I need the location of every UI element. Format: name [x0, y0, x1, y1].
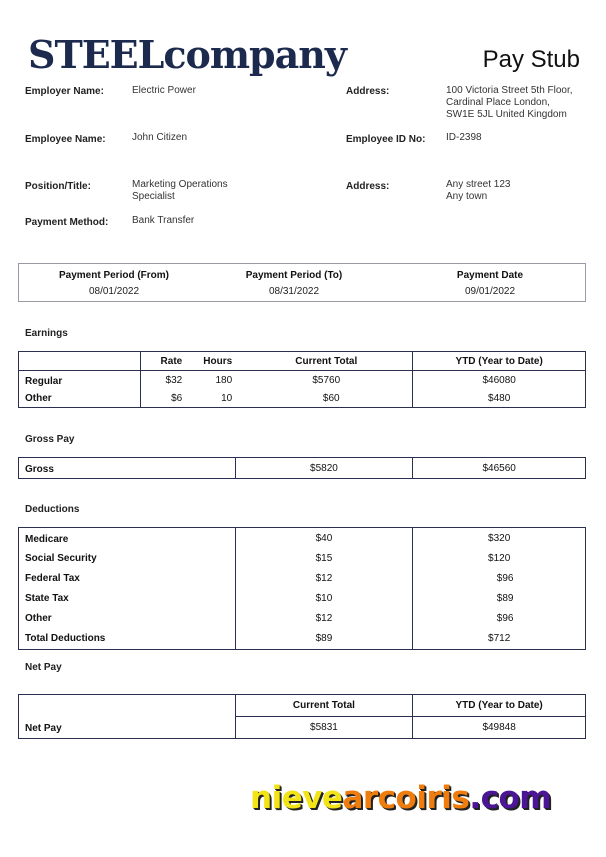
period-to-value: 08/31/2022 [268, 286, 320, 297]
watermark-part-1: nieve [250, 780, 343, 816]
employee-address-label: Address: [346, 181, 390, 192]
deductions-title: Deductions [25, 504, 80, 515]
employer-name-label: Employer Name: [25, 86, 104, 97]
employee-name-label: Employee Name: [25, 134, 106, 145]
address-line: 100 Victoria Street 5th Floor, [446, 85, 573, 96]
earnings-row-label: Other [25, 392, 52, 404]
period-to [199, 264, 389, 297]
gross-ytd: $46560 [413, 458, 586, 479]
deduction-current: $15 [235, 549, 413, 569]
gross-pay-table [18, 457, 586, 479]
deduction-total-current: $89 [235, 629, 413, 650]
earnings-header-current: Current Total [240, 352, 413, 371]
earnings-ytd: $480 [413, 390, 586, 408]
earnings-row-label: Regular [25, 376, 63, 388]
deduction-current: $12 [235, 609, 413, 629]
payment-date-value: 09/01/2022 [464, 286, 516, 297]
earnings-table [18, 351, 586, 408]
period-to-label: Payment Period (To) [245, 270, 343, 281]
earnings-header-blank [19, 352, 141, 371]
deduction-total-ytd: $712 [413, 629, 586, 650]
earnings-hours: 180 [215, 374, 233, 386]
table-row [19, 609, 586, 629]
table-row [19, 528, 586, 549]
employee-name-value: John Citizen [132, 132, 188, 143]
watermark-part-2: arcoiris [342, 780, 470, 816]
deduction-current: $12 [235, 569, 413, 589]
deduction-ytd: $96 [413, 569, 586, 589]
employer-address-value [446, 85, 573, 121]
employee-address-value [446, 179, 510, 203]
table-row [19, 549, 586, 569]
earnings-current: $5760 [312, 374, 341, 386]
earnings-current: $60 [322, 392, 340, 404]
period-from-value: 08/01/2022 [88, 286, 140, 297]
deduction-label: State Tax [25, 593, 69, 604]
net-header-ytd: YTD (Year to Date) [413, 695, 586, 717]
gross-current: $5820 [235, 458, 413, 479]
earnings-ytd: $46080 [413, 371, 586, 390]
deduction-ytd: $320 [413, 528, 586, 549]
net-pay-ytd: $49848 [413, 717, 586, 739]
table-row [19, 371, 586, 390]
period-from-label: Payment Period (From) [58, 270, 170, 281]
employee-id-label: Employee ID No: [346, 134, 426, 145]
earnings-hours: 10 [221, 392, 233, 404]
position-value [132, 179, 228, 203]
net-header-row [19, 695, 586, 717]
gross-label: Gross [25, 463, 54, 475]
earnings-header-row [19, 352, 586, 371]
deduction-label: Social Security [25, 553, 97, 564]
net-header-blank [19, 695, 236, 717]
net-pay-current: $5831 [235, 717, 413, 739]
deduction-label: Medicare [25, 534, 69, 546]
company-logo: STEELcompany [28, 32, 346, 77]
earnings-header-ytd: YTD (Year to Date) [413, 352, 586, 371]
address-line: Any town [446, 191, 488, 202]
payment-date [395, 264, 585, 297]
employer-address-label: Address: [346, 86, 390, 97]
position-label: Position/Title: [25, 181, 91, 192]
table-row [19, 569, 586, 589]
payment-date-label: Payment Date [456, 270, 524, 281]
deduction-ytd: $89 [413, 589, 586, 609]
deduction-current: $10 [235, 589, 413, 609]
watermark-logo [250, 780, 551, 816]
document-title: Pay Stub [482, 46, 580, 73]
net-pay-label: Net Pay [25, 723, 62, 735]
gross-pay-title: Gross Pay [25, 434, 75, 445]
earnings-header-hours: Hours [186, 352, 240, 371]
address-line: SW1E 5JL United Kingdom [446, 109, 567, 120]
earnings-rate: $6 [140, 390, 186, 408]
deduction-label: Other [25, 613, 52, 624]
table-row [19, 717, 586, 739]
earnings-rate: $32 [140, 371, 186, 390]
watermark-part-3: .com [469, 780, 552, 816]
position-line: Specialist [132, 191, 175, 202]
payment-period-box [18, 263, 586, 302]
deduction-label: Federal Tax [25, 573, 80, 584]
deduction-ytd: $120 [413, 549, 586, 569]
address-line: Cardinal Place London, [446, 97, 550, 108]
net-pay-title: Net Pay [25, 662, 62, 673]
table-row [19, 390, 586, 408]
table-row [19, 589, 586, 609]
address-line: Any street 123 [446, 179, 511, 190]
deduction-ytd: $96 [413, 609, 586, 629]
deductions-table [18, 527, 586, 650]
employer-name-value: Electric Power [132, 85, 196, 96]
table-row [19, 629, 586, 650]
net-pay-table [18, 694, 586, 739]
period-from [19, 264, 209, 297]
payment-method-label: Payment Method: [25, 217, 109, 228]
earnings-title: Earnings [25, 328, 68, 339]
deduction-total-label: Total Deductions [25, 633, 106, 645]
employee-id-value: ID-2398 [446, 132, 482, 143]
table-row [19, 458, 586, 479]
payment-method-value: Bank Transfer [132, 215, 195, 226]
earnings-header-rate: Rate [140, 352, 186, 371]
position-line: Marketing Operations [132, 179, 228, 190]
net-header-current: Current Total [235, 695, 413, 717]
deduction-current: $40 [235, 528, 413, 549]
